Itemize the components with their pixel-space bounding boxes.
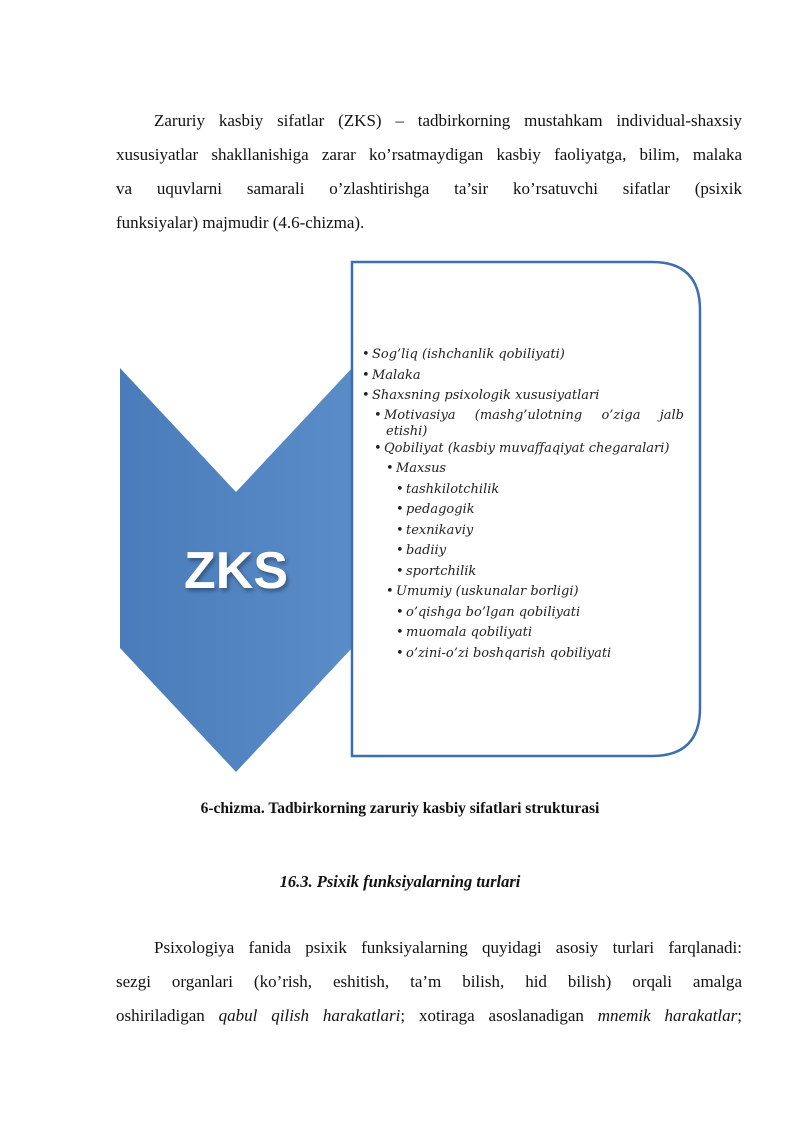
list-item: • Motivasiya (mashg’ulotning o’ziga jalb <box>384 407 684 424</box>
body-text: oshiriladigan <box>116 1006 219 1025</box>
intro-paragraph <box>116 104 742 240</box>
list-item: • Maxsus <box>396 459 702 480</box>
figure-caption: 6-chizma. Tadbirkorning zaruriy kasbiy sifatlari strukturasi <box>200 800 600 817</box>
list-item: • Sog’liq (ishchanlik qobiliyati) <box>372 345 702 366</box>
body-line <box>116 999 742 1033</box>
intro-line: xususiyatlar shakllanishiga zarar ko’rsatmaydigan kasbiy faoliyatga, bilim, malaka <box>116 145 742 164</box>
list-item: • muomala qobiliyati <box>406 623 702 644</box>
list-item: • badiiy <box>406 541 702 562</box>
body-text: ; <box>737 1006 742 1025</box>
body-line: sezgi organlari (ko’rish, eshitish, ta’m bilish, hid bilish) orqali amalga <box>116 972 742 991</box>
list-item: • texnikaviy <box>406 521 702 542</box>
intro-line: va uquvlarni samarali o’zlashtirishga ta’sir ko’rsatuvchi sifatlar (psixik <box>116 179 742 198</box>
intro-line: funksiyalar) majmudir (4.6-chizma). <box>116 213 365 232</box>
arrow-label: ZKS <box>184 542 288 600</box>
list-item-continuation: etishi) <box>386 423 428 439</box>
list-item: • Shaxsning psixologik xususiyatlari <box>372 386 702 407</box>
section-heading: 16.3. Psixik funksiyalarning turlari <box>279 872 521 891</box>
list-item: • sportchilik <box>406 562 702 583</box>
body-line: Psixologiya fanida psixik funksiyalarning quyidagi asosiy turlari farqlanadi: <box>154 938 742 957</box>
qualities-list <box>362 345 702 664</box>
list-item: • tashkilotchilik <box>406 480 702 501</box>
list-item: • Malaka <box>372 366 702 387</box>
body-italic-term: qabul qilish harakatlari <box>218 1006 401 1025</box>
body-text: ; xotiraga asoslanadigan <box>400 1006 598 1025</box>
list-item: • pedagogik <box>406 500 702 521</box>
list-item: • o’qishga bo’lgan qobiliyati <box>406 603 702 624</box>
body-paragraph <box>116 931 742 1033</box>
list-item: • Umumiy (uskunalar borligi) <box>396 582 702 603</box>
intro-line: Zaruriy kasbiy sifatlar (ZKS) – tadbirkorning mustahkam individual-shaxsiy <box>154 111 742 130</box>
list-item: • Qobiliyat (kasbiy muvaffaqiyat chegaralari) <box>384 439 702 460</box>
body-italic-term: mnemik harakatlar <box>597 1006 738 1025</box>
list-item: • o’zini-o’zi boshqarish qobiliyati <box>406 644 702 665</box>
